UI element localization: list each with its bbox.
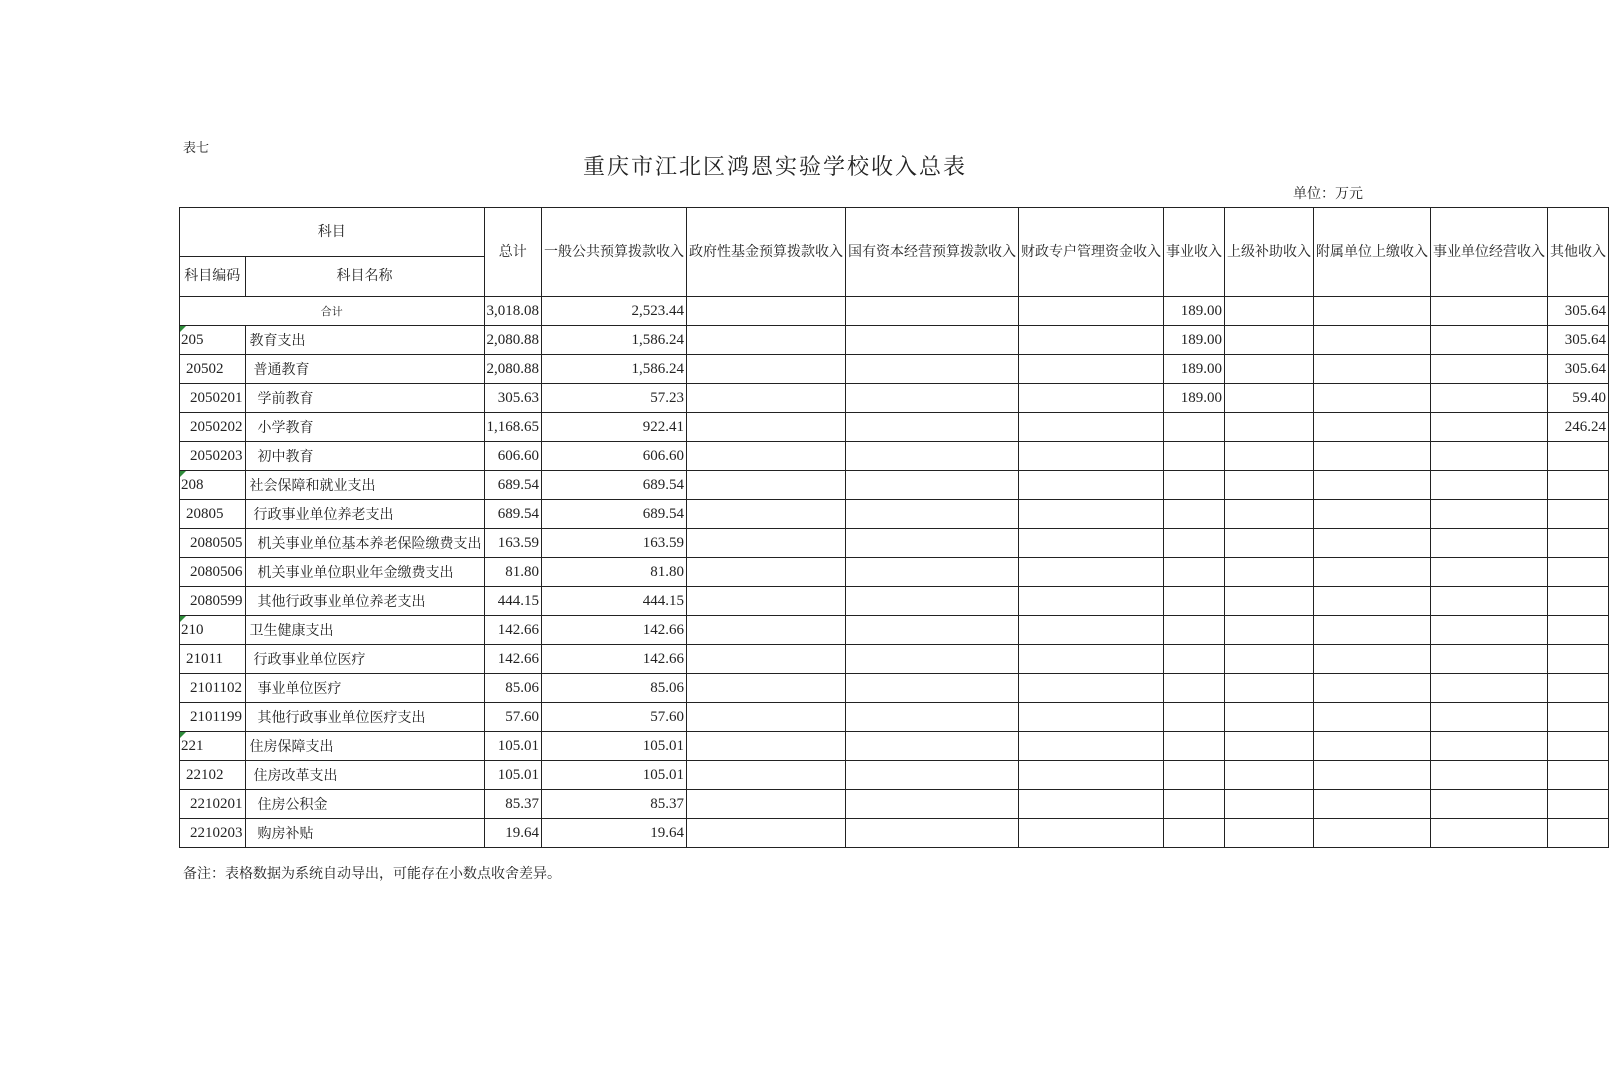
unit-label: 单位：万元: [1293, 186, 1363, 202]
other-cell: [1548, 819, 1609, 848]
row-code: 2080506: [180, 558, 246, 587]
special-account-cell: [1019, 790, 1164, 819]
gov-fund-cell: [687, 442, 846, 471]
row-name: 其他行政事业单位养老支出: [245, 587, 484, 616]
total-cell: 689.54: [484, 500, 542, 529]
header-total: 总计: [484, 208, 542, 297]
superior-subsidy-cell: [1225, 500, 1314, 529]
general-cell: 606.60: [542, 442, 687, 471]
header-subject: 科目: [180, 208, 485, 257]
header-general-budget: 一般公共预算拨款收入: [542, 208, 687, 297]
table-row: [180, 645, 1609, 674]
business-cell: [1164, 616, 1225, 645]
special-account-cell: [1019, 645, 1164, 674]
row-code: 2101199: [180, 703, 246, 732]
business-cell: [1164, 761, 1225, 790]
superior-subsidy-cell: [1225, 703, 1314, 732]
gov-fund-cell: [687, 587, 846, 616]
gov-fund-cell: [687, 558, 846, 587]
affiliated-remit-cell: [1314, 703, 1431, 732]
state-capital-cell: [846, 645, 1019, 674]
general-cell: 163.59: [542, 529, 687, 558]
gov-fund-cell: [687, 384, 846, 413]
row-code: 221: [180, 732, 246, 761]
other-cell: [1548, 674, 1609, 703]
operating-income-cell: [1431, 471, 1548, 500]
affiliated-remit-cell: [1314, 761, 1431, 790]
row-name: 学前教育: [245, 384, 484, 413]
superior-subsidy-cell: [1225, 790, 1314, 819]
general-cell: 689.54: [542, 500, 687, 529]
row-name: 普通教育: [245, 355, 484, 384]
business-cell: 189.00: [1164, 326, 1225, 355]
business-cell: [1164, 442, 1225, 471]
business-cell: [1164, 471, 1225, 500]
row-code: 2080599: [180, 587, 246, 616]
total-cell: 689.54: [484, 471, 542, 500]
row-name: 事业单位医疗: [245, 674, 484, 703]
total-cell: 163.59: [484, 529, 542, 558]
special-account-cell: [1019, 732, 1164, 761]
general-cell: 689.54: [542, 471, 687, 500]
general-cell: 1,586.24: [542, 355, 687, 384]
gov-fund-cell: [687, 674, 846, 703]
row-code: 2210201: [180, 790, 246, 819]
other-cell: [1548, 500, 1609, 529]
other-cell: [1548, 587, 1609, 616]
other-cell: [1548, 471, 1609, 500]
row-name: 住房改革支出: [245, 761, 484, 790]
gov-fund-cell: [687, 471, 846, 500]
special-account-cell: [1019, 558, 1164, 587]
general-cell: 2,523.44: [542, 297, 687, 326]
row-name: 住房公积金: [245, 790, 484, 819]
state-capital-cell: [846, 587, 1019, 616]
state-capital-cell: [846, 616, 1019, 645]
state-capital-cell: [846, 471, 1019, 500]
row-code: 2050203: [180, 442, 246, 471]
gov-fund-cell: [687, 355, 846, 384]
gov-fund-cell: [687, 616, 846, 645]
affiliated-remit-cell: [1314, 790, 1431, 819]
row-name: 初中教育: [245, 442, 484, 471]
operating-income-cell: [1431, 616, 1548, 645]
affiliated-remit-cell: [1314, 645, 1431, 674]
special-account-cell: [1019, 674, 1164, 703]
row-code: 2101102: [180, 674, 246, 703]
general-cell: 922.41: [542, 413, 687, 442]
business-cell: [1164, 790, 1225, 819]
superior-subsidy-cell: [1225, 819, 1314, 848]
state-capital-cell: [846, 558, 1019, 587]
gov-fund-cell: [687, 732, 846, 761]
special-account-cell: [1019, 529, 1164, 558]
header-other-income: 其他收入: [1548, 208, 1609, 297]
table-row: [180, 529, 1609, 558]
affiliated-remit-cell: [1314, 297, 1431, 326]
operating-income-cell: [1431, 355, 1548, 384]
total-label: 合计: [180, 297, 485, 326]
business-cell: [1164, 529, 1225, 558]
state-capital-cell: [846, 297, 1019, 326]
superior-subsidy-cell: [1225, 732, 1314, 761]
affiliated-remit-cell: [1314, 326, 1431, 355]
other-cell: [1548, 616, 1609, 645]
gov-fund-cell: [687, 500, 846, 529]
row-name: 行政事业单位养老支出: [245, 500, 484, 529]
table-row: [180, 587, 1609, 616]
general-cell: 57.23: [542, 384, 687, 413]
header-superior-subsidy: 上级补助收入: [1225, 208, 1314, 297]
affiliated-remit-cell: [1314, 558, 1431, 587]
affiliated-remit-cell: [1314, 529, 1431, 558]
row-code: 2210203: [180, 819, 246, 848]
special-account-cell: [1019, 500, 1164, 529]
operating-income-cell: [1431, 297, 1548, 326]
affiliated-remit-cell: [1314, 355, 1431, 384]
total-cell: 105.01: [484, 761, 542, 790]
superior-subsidy-cell: [1225, 471, 1314, 500]
table-row: [180, 413, 1609, 442]
special-account-cell: [1019, 587, 1164, 616]
total-cell: 81.80: [484, 558, 542, 587]
general-cell: 105.01: [542, 732, 687, 761]
general-cell: 19.64: [542, 819, 687, 848]
operating-income-cell: [1431, 790, 1548, 819]
total-cell: 3,018.08: [484, 297, 542, 326]
business-cell: [1164, 413, 1225, 442]
other-cell: [1548, 732, 1609, 761]
other-cell: [1548, 558, 1609, 587]
total-cell: 85.06: [484, 674, 542, 703]
operating-income-cell: [1431, 819, 1548, 848]
state-capital-cell: [846, 529, 1019, 558]
superior-subsidy-cell: [1225, 529, 1314, 558]
special-account-cell: [1019, 297, 1164, 326]
operating-income-cell: [1431, 529, 1548, 558]
header-gov-fund: 政府性基金预算拨款收入: [687, 208, 846, 297]
table-number-label: 表七: [183, 141, 210, 156]
table-row: [180, 384, 1609, 413]
other-cell: 59.40: [1548, 384, 1609, 413]
gov-fund-cell: [687, 761, 846, 790]
row-name: 机关事业单位职业年金缴费支出: [245, 558, 484, 587]
row-name: 社会保障和就业支出: [245, 471, 484, 500]
special-account-cell: [1019, 442, 1164, 471]
special-account-cell: [1019, 471, 1164, 500]
special-account-cell: [1019, 616, 1164, 645]
business-cell: [1164, 819, 1225, 848]
other-cell: 305.64: [1548, 297, 1609, 326]
business-cell: 189.00: [1164, 297, 1225, 326]
superior-subsidy-cell: [1225, 442, 1314, 471]
general-cell: 444.15: [542, 587, 687, 616]
other-cell: [1548, 442, 1609, 471]
other-cell: 246.24: [1548, 413, 1609, 442]
business-cell: [1164, 732, 1225, 761]
row-name: 其他行政事业单位医疗支出: [245, 703, 484, 732]
general-cell: 105.01: [542, 761, 687, 790]
table-row: [180, 761, 1609, 790]
row-code: 20502: [180, 355, 246, 384]
row-name: 教育支出: [245, 326, 484, 355]
row-code: 21011: [180, 645, 246, 674]
table-row: [180, 819, 1609, 848]
state-capital-cell: [846, 384, 1019, 413]
general-cell: 85.37: [542, 790, 687, 819]
row-code: 2080505: [180, 529, 246, 558]
affiliated-remit-cell: [1314, 384, 1431, 413]
general-cell: 1,586.24: [542, 326, 687, 355]
row-name: 购房补贴: [245, 819, 484, 848]
row-code: 20805: [180, 500, 246, 529]
total-cell: 2,080.88: [484, 326, 542, 355]
state-capital-cell: [846, 413, 1019, 442]
superior-subsidy-cell: [1225, 355, 1314, 384]
header-state-capital: 国有资本经营预算拨款收入: [846, 208, 1019, 297]
business-cell: [1164, 645, 1225, 674]
state-capital-cell: [846, 703, 1019, 732]
state-capital-cell: [846, 355, 1019, 384]
business-cell: [1164, 587, 1225, 616]
special-account-cell: [1019, 761, 1164, 790]
operating-income-cell: [1431, 645, 1548, 674]
state-capital-cell: [846, 442, 1019, 471]
table-row: [180, 442, 1609, 471]
affiliated-remit-cell: [1314, 616, 1431, 645]
business-cell: [1164, 558, 1225, 587]
operating-income-cell: [1431, 442, 1548, 471]
row-code: 210: [180, 616, 246, 645]
operating-income-cell: [1431, 587, 1548, 616]
total-cell: 305.63: [484, 384, 542, 413]
business-cell: [1164, 500, 1225, 529]
row-name: 小学教育: [245, 413, 484, 442]
total-cell: 105.01: [484, 732, 542, 761]
operating-income-cell: [1431, 500, 1548, 529]
row-code: 205: [180, 326, 246, 355]
row-name: 住房保障支出: [245, 732, 484, 761]
header-special-account: 财政专户管理资金收入: [1019, 208, 1164, 297]
operating-income-cell: [1431, 732, 1548, 761]
gov-fund-cell: [687, 297, 846, 326]
business-cell: [1164, 703, 1225, 732]
special-account-cell: [1019, 413, 1164, 442]
other-cell: [1548, 790, 1609, 819]
total-cell: 142.66: [484, 616, 542, 645]
affiliated-remit-cell: [1314, 819, 1431, 848]
row-code: 22102: [180, 761, 246, 790]
gov-fund-cell: [687, 413, 846, 442]
state-capital-cell: [846, 500, 1019, 529]
other-cell: [1548, 761, 1609, 790]
other-cell: 305.64: [1548, 326, 1609, 355]
state-capital-cell: [846, 790, 1019, 819]
state-capital-cell: [846, 819, 1019, 848]
total-cell: 444.15: [484, 587, 542, 616]
gov-fund-cell: [687, 645, 846, 674]
gov-fund-cell: [687, 703, 846, 732]
general-cell: 81.80: [542, 558, 687, 587]
table-row: [180, 558, 1609, 587]
affiliated-remit-cell: [1314, 442, 1431, 471]
superior-subsidy-cell: [1225, 645, 1314, 674]
gov-fund-cell: [687, 819, 846, 848]
business-cell: 189.00: [1164, 355, 1225, 384]
state-capital-cell: [846, 674, 1019, 703]
special-account-cell: [1019, 703, 1164, 732]
operating-income-cell: [1431, 413, 1548, 442]
operating-income-cell: [1431, 674, 1548, 703]
income-summary-table: [179, 207, 1609, 848]
superior-subsidy-cell: [1225, 616, 1314, 645]
header-name: 科目名称: [245, 257, 484, 297]
superior-subsidy-cell: [1225, 384, 1314, 413]
total-cell: 85.37: [484, 790, 542, 819]
table-row: [180, 471, 1609, 500]
special-account-cell: [1019, 355, 1164, 384]
table-row: [180, 326, 1609, 355]
affiliated-remit-cell: [1314, 471, 1431, 500]
affiliated-remit-cell: [1314, 674, 1431, 703]
operating-income-cell: [1431, 761, 1548, 790]
header-affiliated-remit: 附属单位上缴收入: [1314, 208, 1431, 297]
general-cell: 57.60: [542, 703, 687, 732]
row-name: 卫生健康支出: [245, 616, 484, 645]
state-capital-cell: [846, 732, 1019, 761]
affiliated-remit-cell: [1314, 732, 1431, 761]
total-cell: 142.66: [484, 645, 542, 674]
header-code: 科目编码: [180, 257, 246, 297]
table-row: [180, 674, 1609, 703]
superior-subsidy-cell: [1225, 326, 1314, 355]
header-operating-income: 事业单位经营收入: [1431, 208, 1548, 297]
superior-subsidy-cell: [1225, 674, 1314, 703]
other-cell: [1548, 529, 1609, 558]
superior-subsidy-cell: [1225, 761, 1314, 790]
table-row: [180, 732, 1609, 761]
affiliated-remit-cell: [1314, 500, 1431, 529]
operating-income-cell: [1431, 703, 1548, 732]
gov-fund-cell: [687, 529, 846, 558]
state-capital-cell: [846, 326, 1019, 355]
total-row: [180, 297, 1609, 326]
other-cell: [1548, 703, 1609, 732]
gov-fund-cell: [687, 326, 846, 355]
affiliated-remit-cell: [1314, 587, 1431, 616]
table-row: [180, 355, 1609, 384]
row-name: 机关事业单位基本养老保险缴费支出: [245, 529, 484, 558]
operating-income-cell: [1431, 326, 1548, 355]
total-cell: 2,080.88: [484, 355, 542, 384]
business-cell: [1164, 674, 1225, 703]
superior-subsidy-cell: [1225, 297, 1314, 326]
special-account-cell: [1019, 384, 1164, 413]
special-account-cell: [1019, 326, 1164, 355]
general-cell: 142.66: [542, 645, 687, 674]
table-row: [180, 790, 1609, 819]
row-code: 2050202: [180, 413, 246, 442]
superior-subsidy-cell: [1225, 413, 1314, 442]
operating-income-cell: [1431, 384, 1548, 413]
business-cell: 189.00: [1164, 384, 1225, 413]
table-row: [180, 703, 1609, 732]
total-cell: 57.60: [484, 703, 542, 732]
row-code: 208: [180, 471, 246, 500]
other-cell: 305.64: [1548, 355, 1609, 384]
total-cell: 606.60: [484, 442, 542, 471]
affiliated-remit-cell: [1314, 413, 1431, 442]
row-code: 2050201: [180, 384, 246, 413]
operating-income-cell: [1431, 558, 1548, 587]
superior-subsidy-cell: [1225, 587, 1314, 616]
general-cell: 85.06: [542, 674, 687, 703]
page-title: 重庆市江北区鸿恩实验学校收入总表: [582, 155, 967, 180]
state-capital-cell: [846, 761, 1019, 790]
other-cell: [1548, 645, 1609, 674]
total-cell: 1,168.65: [484, 413, 542, 442]
table-row: [180, 500, 1609, 529]
table-row: [180, 616, 1609, 645]
total-cell: 19.64: [484, 819, 542, 848]
header-business-income: 事业收入: [1164, 208, 1225, 297]
general-cell: 142.66: [542, 616, 687, 645]
gov-fund-cell: [687, 790, 846, 819]
special-account-cell: [1019, 819, 1164, 848]
superior-subsidy-cell: [1225, 558, 1314, 587]
row-name: 行政事业单位医疗: [245, 645, 484, 674]
footnote: 备注：表格数据为系统自动导出，可能存在小数点收舍差异。: [183, 866, 561, 882]
